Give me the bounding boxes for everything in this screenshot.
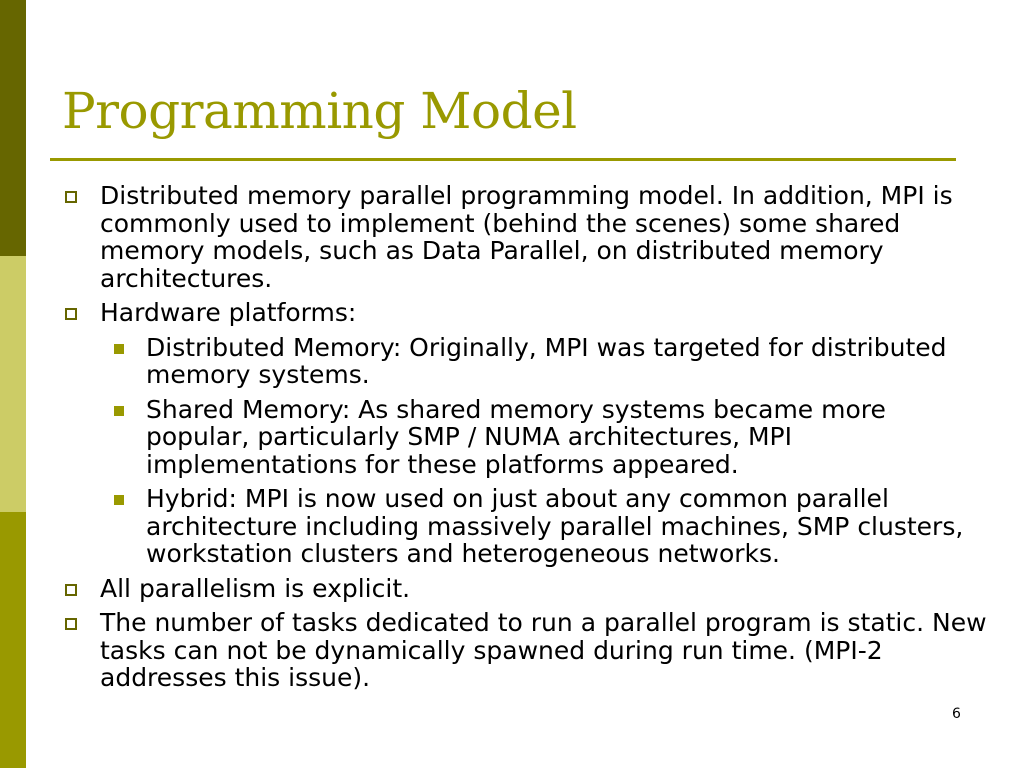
side-band-middle — [0, 256, 26, 512]
bullet-text: Hardware platforms: — [100, 298, 357, 327]
bullet-list — [62, 182, 992, 699]
sub-bullet-text: Distributed Memory: Originally, MPI was targeted for distributed memory systems. — [146, 332, 947, 389]
sub-bullet-item — [62, 396, 992, 479]
sub-bullet-item — [62, 334, 992, 389]
slide-title: Programming Model — [62, 82, 577, 140]
bullet-item — [62, 182, 992, 292]
page-number: 6 — [952, 706, 961, 722]
hollow-square-bullet-icon — [65, 584, 77, 596]
bullet-item — [62, 609, 992, 692]
sub-bullet-item — [62, 485, 992, 568]
solid-square-bullet-icon — [114, 406, 124, 416]
hollow-square-bullet-icon — [65, 191, 77, 203]
solid-square-bullet-icon — [114, 344, 124, 354]
bullet-text: Distributed memory parallel programming model. In addition, MPI is commonly used to implement (behind the scenes) some shared memory models, such as Data Parallel, on distributed memory architectures. — [100, 181, 953, 293]
bullet-text: The number of tasks dedicated to run a parallel program is static. New tasks can not be dynamically spawned during run time. (MPI-2 addresses this issue). — [100, 608, 987, 692]
bullet-item — [62, 575, 992, 603]
sub-bullet-text: Shared Memory: As shared memory systems became more popular, particularly SMP / NUMA architectures, MPI implementations for these platforms appeared. — [146, 394, 886, 479]
title-underline — [50, 158, 956, 161]
side-band-top — [0, 0, 26, 256]
side-band-bottom — [0, 512, 26, 768]
hollow-square-bullet-icon — [65, 308, 77, 320]
sub-bullet-text: Hybrid: MPI is now used on just about any common parallel architecture including massively parallel machines, SMP clusters, workstation clusters and heterogeneous networks. — [146, 484, 964, 568]
hollow-square-bullet-icon — [65, 618, 77, 630]
bullet-item — [62, 299, 992, 327]
solid-square-bullet-icon — [114, 495, 124, 505]
bullet-text: All parallelism is explicit. — [100, 573, 411, 603]
